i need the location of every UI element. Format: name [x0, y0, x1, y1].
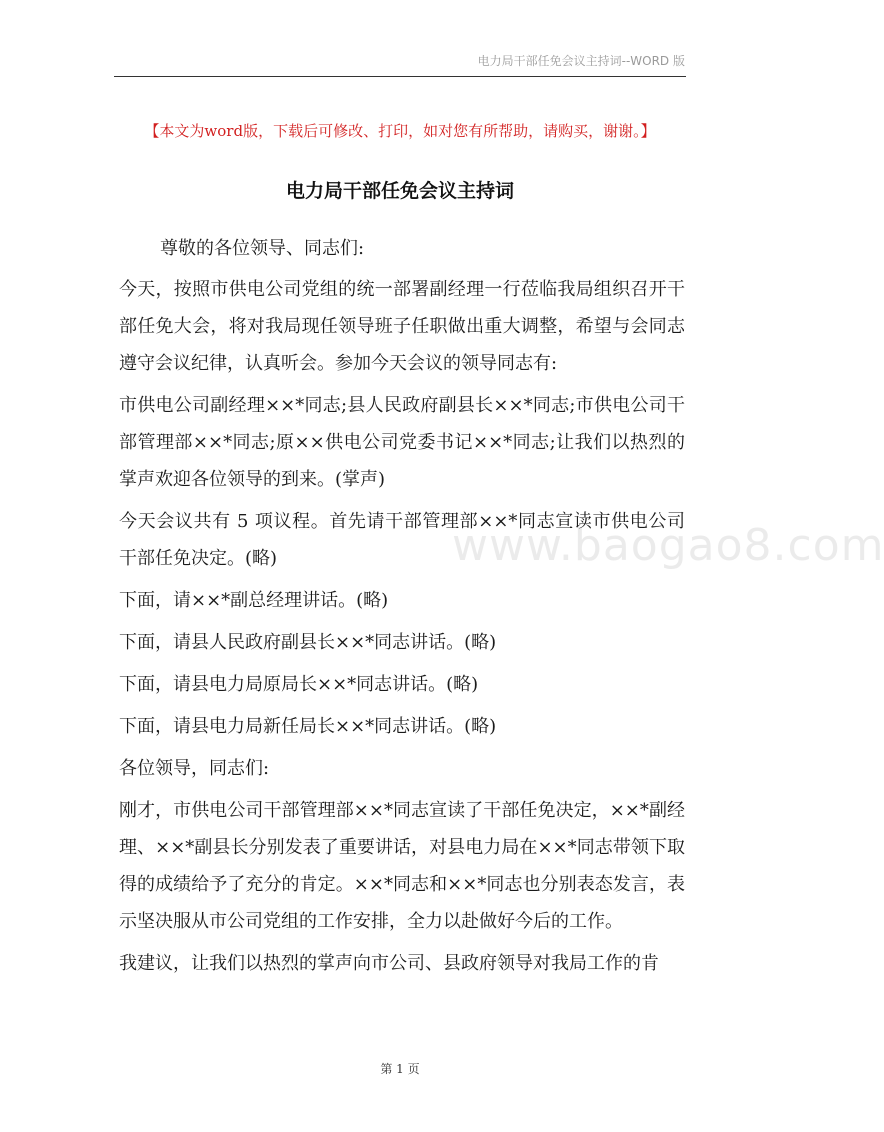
- watermark-text: www.baogao8.com: [452, 520, 884, 571]
- running-header: 电力局干部任免会议主持词--WORD 版: [477, 54, 685, 68]
- body-paragraph: 下面，请县人民政府副县长××*同志讲话。(略): [119, 632, 497, 653]
- greeting-line: 尊敬的各位领导、同志们:: [160, 238, 365, 259]
- body-paragraph: 我建议，让我们以热烈的掌声向市公司、县政府领导对我局工作的肯: [119, 953, 659, 974]
- body-paragraph: 刚才，市供电公司干部管理部××*同志宣读了干部任免决定，××*副经理、××*副县长分别发表了重要讲话，对县电力局在××*同志带领下取得的成绩给予了充分的肯定。××*同志和××*同志也分别表态发言，表示坚决服从市公司党组的工作安排，全力以赴做好今后的工作。: [119, 800, 685, 932]
- purchase-notice: 【本文为word版，下载后可修改、打印，如对您有所帮助，请购买，谢谢。】: [144, 122, 656, 140]
- document-body: [119, 230, 685, 987]
- body-paragraph: 下面，请县电力局原局长××*同志讲话。(略): [119, 674, 479, 695]
- body-paragraph: 下面，请县电力局新任局长××*同志讲话。(略): [119, 716, 497, 737]
- body-paragraph: 今天会议共有 5 项议程。首先请干部管理部××*同志宣读市供电公司干部任免决定。(略): [119, 511, 685, 569]
- body-paragraph: 今天，按照市供电公司党组的统一部署副经理一行莅临我局组织召开干部任免大会，将对我局现任领导班子任职做出重大调整，希望与会同志遵守会议纪律，认真听会。参加今天会议的领导同志有:: [119, 279, 685, 374]
- body-paragraph: 市供电公司副经理××*同志;县人民政府副县长××*同志;市供电公司干部管理部××*同志;原××供电公司党委书记××*同志;让我们以热烈的掌声欢迎各位领导的到来。(掌声): [119, 395, 685, 490]
- page-number: 第 1 页: [380, 1062, 420, 1076]
- header-divider: [114, 76, 686, 77]
- document-title: 电力局干部任免会议主持词: [285, 180, 514, 202]
- body-paragraph: 各位领导，同志们:: [119, 758, 270, 779]
- body-paragraph: 下面，请××*副总经理讲话。(略): [119, 590, 389, 611]
